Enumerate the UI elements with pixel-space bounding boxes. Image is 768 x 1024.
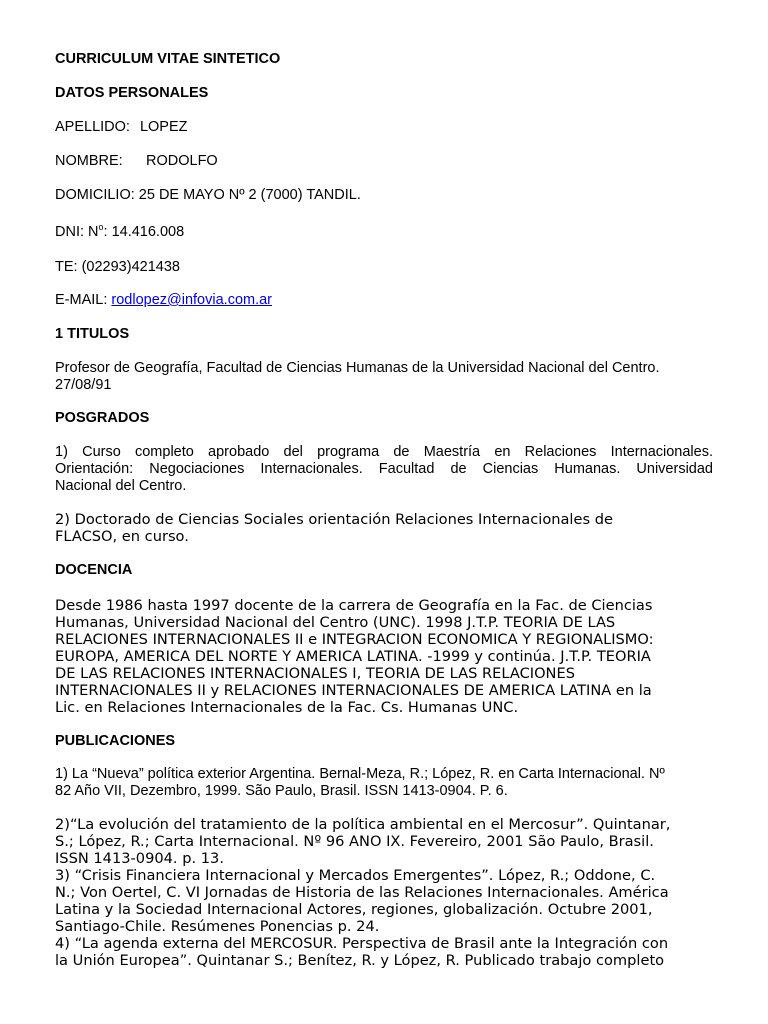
docencia-line: INTERNACIONALES II y RELACIONES INTERNACIONALES DE AMERICA LATINA en la [55,682,652,699]
publicacion-line: la Unión Europea”. Quintanar S.; Benítez, R. y López, R. Publicado trabajo completo [55,952,665,969]
apellido-label: APELLIDO: [55,119,130,135]
publicacion-item-1 [55,766,713,800]
publicacion-line: 4) “La agenda externa del MERCOSUR. Perspectiva de Brasil ante la Integración con [55,935,669,952]
docencia-line: Desde 1986 hasta 1997 docente de la carrera de Geografía en la Fac. de Ciencias [55,597,653,614]
docencia-heading: DOCENCIA [55,562,133,578]
nombre-line [55,153,218,170]
telefono-line: TE: (02293)421438 [55,259,180,275]
posgrado-line: Orientación: Negociaciones Internacionales. Facultad de Ciencias Humanas. Universidad [55,461,713,477]
posgrado-line: FLACSO, en curso. [55,528,189,545]
posgrado-item-2 [55,511,713,545]
apellido-value: LOPEZ [139,119,188,135]
docencia-line: RELACIONES INTERNACIONALES II e INTEGRACION ECONOMICA Y REGIONALISMO: [55,631,654,648]
domicilio-line: DOMICILIO: 25 DE MAYO Nº 2 (7000) TANDIL. [55,187,361,203]
docencia-line: EUROPA, AMERICA DEL NORTE Y AMERICA LATINA. -1999 y continúa. J.T.P. TEORIA [55,648,651,665]
publicacion-line: 1) La “Nueva” política exterior Argentina. Bernal-Meza, R.; López, R. en Carta Internacional. Nº [55,766,665,782]
docencia-line: DE LAS RELACIONES INTERNACIONALES I, TEORIA DE LAS RELACIONES [55,665,575,682]
docencia-line: Lic. en Relaciones Internacionales de la Fac. Cs. Humanas UNC. [55,699,519,716]
posgrado-line: Nacional del Centro. [55,478,187,494]
publicacion-line: 2)“La evolución del tratamiento de la política ambiental en el Mercosur”. Quintanar, [55,816,671,833]
titulos-heading: 1 TITULOS [55,326,130,342]
document-title: CURRICULUM VITAE SINTETICO [55,51,281,67]
posgrado-line: 1) Curso completo aprobado del programa de Maestría en Relaciones Internacionales. [55,444,713,460]
titulo-line: Profesor de Geografía, Facultad de Ciencias Humanas de la Universidad Nacional del Centro. [55,360,660,376]
dni-superscript: o [98,222,104,232]
docencia-line: Humanas, Universidad Nacional del Centro (UNC). 1998 J.T.P. TEORIA DE LAS [55,614,616,631]
publicacion-line: 3) “Crisis Financiera Internacional y Mercados Emergentes”. López, R.; Oddone, C. [55,867,656,884]
dni-line [55,224,184,241]
nombre-label: NOMBRE: [55,153,123,169]
personal-data-heading: DATOS PERSONALES [55,85,209,101]
posgrado-line: 2) Doctorado de Ciencias Sociales orientación Relaciones Internacionales de [55,511,613,528]
docencia-paragraph [55,597,713,716]
publicacion-line: S.; López, R.; Carta Internacional. Nº 96 ANO IX. Fevereiro, 2001 São Paulo, Brasil. [55,833,654,850]
publicacion-line: N.; Von Oertel, C. VI Jornadas de Historia de las Relaciones Internacionales. América [55,884,669,901]
email-link[interactable]: rodlopez@infovia.com.ar [111,292,273,308]
apellido-line [55,119,188,136]
email-label: E-MAIL: [55,292,112,308]
publicaciones-list [55,816,713,969]
posgrados-heading: POSGRADOS [55,410,150,426]
publicacion-line: ISSN 1413-0904. p. 13. [55,850,224,867]
posgrado-item-1 [55,444,713,495]
nombre-value: RODOLFO [146,153,218,169]
publicaciones-heading: PUBLICACIONES [55,733,176,749]
email-line [55,292,272,309]
publicacion-line: Latina y la Sociedad Internacional Actores, regiones, globalización. Octubre 2001, [55,901,653,918]
publicacion-line: Santiago-Chile. Resúmenes Ponencias p. 24. [55,918,380,935]
publicacion-line: 82 Año VII, Dezembro, 1999. São Paulo, Brasil. ISSN 1413-0904. P. 6. [55,783,508,799]
dni-label: DNI: N [55,224,99,240]
dni-value: : 14.416.008 [103,224,185,240]
titulo-line: 27/08/91 [55,377,112,393]
